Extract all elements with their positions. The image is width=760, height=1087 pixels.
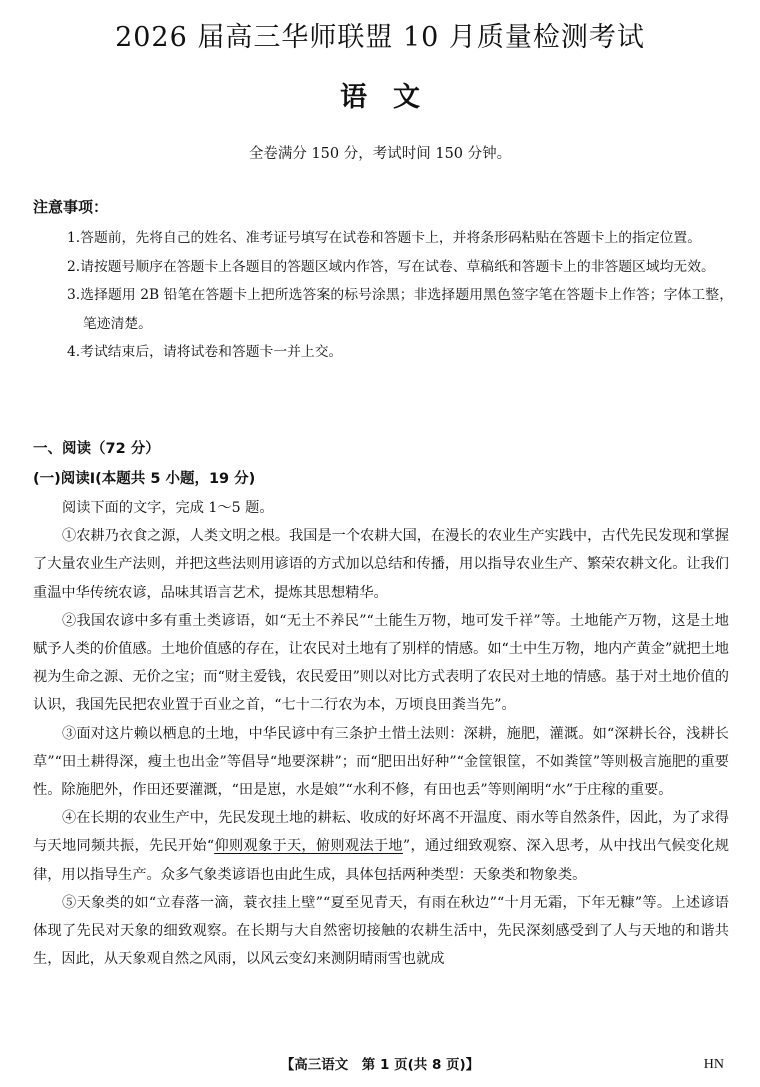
instruction: 阅读下面的文字，完成 1～5 题。 — [62, 500, 274, 516]
notice-heading: 注意事项： — [33, 198, 109, 216]
paragraph-1: ①农耕乃衣食之源，人类文明之根。我国是一个农耕大国，在漫长的农业生产实践中，古代先民发现和掌握了大量农业生产法则，并把这些法则用谚语的方式加以总结和传播，用以指导农业生产、繁荣农耕文化。让我们重温中华传统农谚，品味其语言艺术，提炼其思想精华。 — [33, 528, 729, 601]
paragraph-4 — [33, 804, 729, 889]
page-footer — [0, 1055, 760, 1075]
footer-label: 【高三语文 第 1 页(共 8 页)】 — [280, 1057, 480, 1073]
paragraph-4-text: ④在长期的农业生产中，先民发现土地的耕耘、收成的好坏离不开温度、雨水等自然条件，因此，为了求得与天地同频共振，先民开始“ — [33, 810, 729, 855]
reading-passage — [33, 494, 729, 973]
footer-code: HN — [703, 1057, 724, 1072]
paragraph-2: ②我国农谚中多有重土类谚语，如“无土不养民”“土能生万物，地可发千祥”等。土地能产万物，这是土地赋予人类的价值感。土地价值感的存在，让农民对土地有了别样的情感。如“土中生万物，地内产黄金”就把土地视为生命之源、无价之宝；而“财主爱钱，农民爱田”则以对比方式表明了农民对土地的情感。基于对土地价值的认识，我国先民把农业置于百业之首，“七十二行农为本，万顷良田粪当先”。 — [33, 612, 729, 714]
subsection-heading: (一)阅读Ⅰ(本题共 5 小题，19 分) — [33, 471, 256, 487]
exam-title: 2026 届高三华师联盟 10 月质量检测考试 — [115, 22, 645, 53]
underlined-quote: 仰则观象于天，俯则观法于地 — [214, 838, 403, 855]
notice-item: 1.答题前，先将自己的姓名、准考证号填写在试卷和答题卡上，并将条形码粘贴在答题卡上的指定位置。 — [67, 230, 702, 246]
section-heading: 一、阅读（72 分） — [33, 441, 160, 457]
notice-item: 4.考试结束后，请将试卷和答题卡一并上交。 — [67, 344, 343, 360]
paragraph-3: ③面对这片赖以栖息的土地，中华民谚中有三条护土惜土法则：深耕，施肥，灌溉。如“深耕长谷，浅耕长草”“田土耕得深，瘦土也出金”等倡导“地要深耕”；而“肥田出好种”“金筐银筐，不如粪筐”等则极言施肥的重要性。除施肥外，作田还要灌溉，“田是崽，水是娘”“水利不修，有田也丢”等则阐明“水”于庄稼的重要。 — [33, 725, 729, 799]
paragraph-5: ⑤天象类的如“立春落一滴，蓑衣挂上壁”“夏至见青天，有雨在秋边”“十月无霜，下年无糠”等。上述谚语体现了先民对天象的细致观察。在长期与大自然密切接触的农耕生活中，先民深刻感受到了人与天地的和谐共生，因此，从天象观自然之风雨，以风云变幻来测阴晴雨雪也就成 — [33, 894, 729, 968]
score-time-line: 全卷满分 150 分，考试时间 150 分钟。 — [248, 146, 512, 162]
notice-list — [33, 224, 733, 367]
paragraph-4-text: ”，通过细致观察、深入思考，从中找出气候变化规律，用以指导生产。众多气象类谚语也由此生成，具体包括两种类型：天象类和物象类。 — [33, 838, 729, 883]
notice-item: 3.选择题用 2B 铅笔在答题卡上把所选答案的标号涂黑；非选择题用黑色签字笔在答题卡上作答；字体工整，笔迹清楚。 — [67, 287, 733, 332]
subject-title: 语文 — [340, 82, 446, 113]
notice-item: 2.请按题号顺序在答题卡上各题目的答题区域内作答，写在试卷、草稿纸和答题卡上的非答题区域均无效。 — [67, 258, 715, 275]
